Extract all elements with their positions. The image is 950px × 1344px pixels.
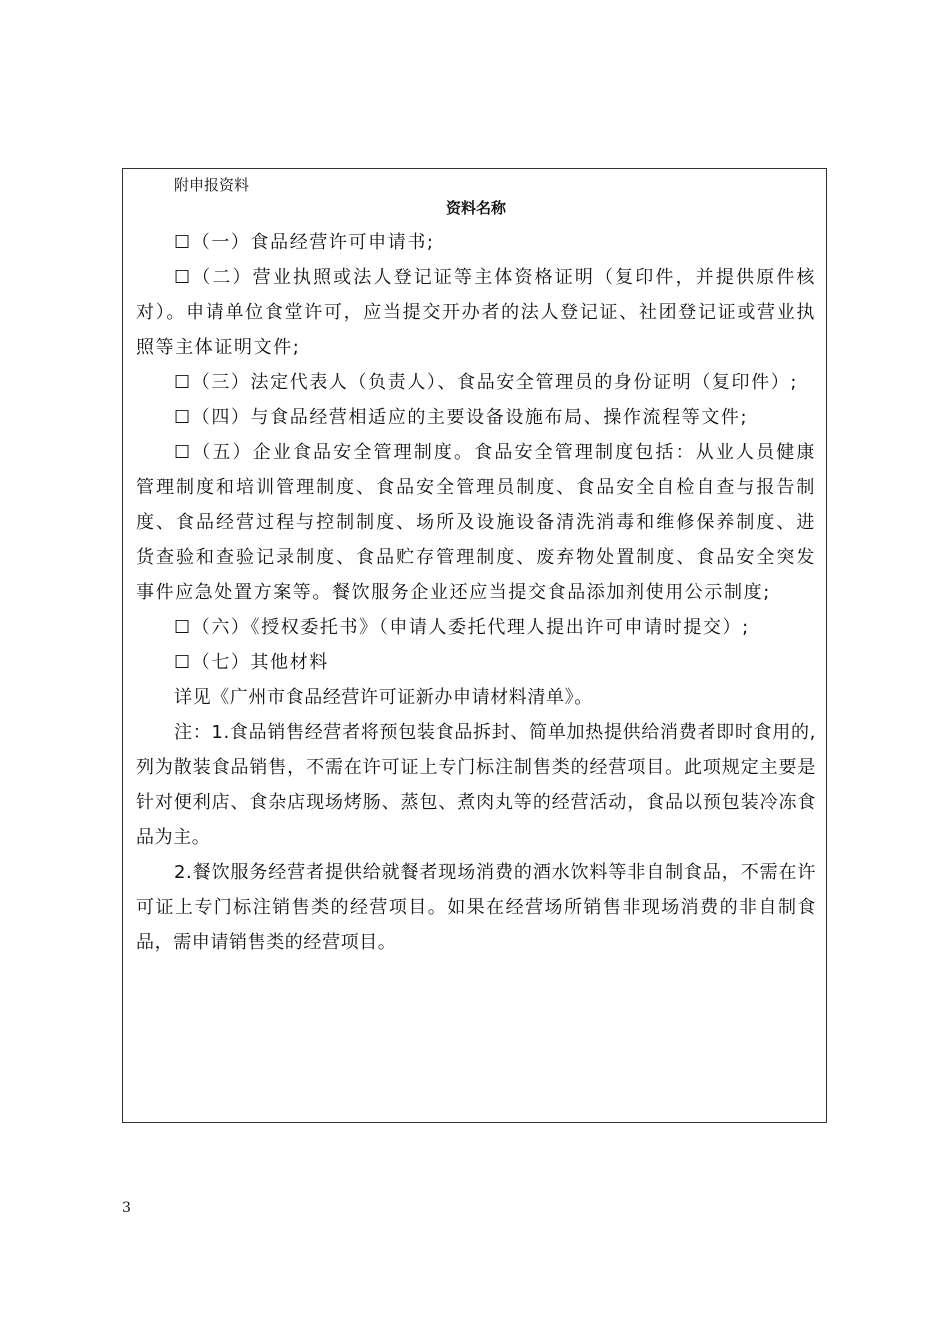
note-1: 注：1.食品销售经营者将预包装食品拆封、简单加热提供给消费者即时食用的,列为散装食品销售，不需在许可证上专门标注制售类的经营项目。此项规定主要是针对便利店、食杂店现场烤肠、蒸包、煮肉丸等的经营活动，食品以预包装冷冻食品为主。	[136, 722, 816, 848]
material-item-5: ☐（五）企业食品安全管理制度。食品安全管理制度包括：从业人员健康管理制度和培训管理制度、食品安全管理员制度、食品安全自检自查与报告制度、食品经营过程与控制制度、场所及设施设备清洗消毒和维修保养制度、进货查验和查验记录制度、食品贮存管理制度、废弃物处置制度、食品安全突发事件应急处置方案等。餐饮服务企业还应当提交食品添加剂使用公示制度;	[136, 442, 816, 603]
material-item-6: ☐（六）《授权委托书》（申请人委托代理人提出许可申请时提交）;	[174, 617, 750, 638]
material-item-3: ☐（三）法定代表人（负责人）、食品安全管理员的身份证明（复印件）;	[174, 372, 798, 393]
materials-column-title: 资料名称	[445, 199, 506, 217]
material-item-4: ☐（四）与食品经营相适应的主要设备设施布局、操作流程等文件;	[174, 407, 749, 428]
application-materials-box	[122, 168, 827, 1123]
attachment-header: 附申报资料	[174, 176, 250, 194]
note-2: 2.餐饮服务经营者提供给就餐者现场消费的酒水饮料等非自制食品，不需在许可证上专门标注销售类的经营项目。如果在经营场所销售非现场消费的非自制食品，需申请销售类的经营项目。	[136, 862, 816, 953]
material-item-2: ☐（二）营业执照或法人登记证等主体资格证明（复印件，并提供原件核对）。申请单位食堂许可，应当提交开办者的法人登记证、社团登记证或营业执照等主体证明文件;	[136, 267, 816, 358]
material-item-1: ☐（一）食品经营许可申请书;	[174, 232, 435, 253]
page-number: 3	[122, 1200, 131, 1216]
material-item-7: ☐（七）其他材料	[174, 652, 329, 673]
detail-reference: 详见《广州市食品经营许可证新办申请材料清单》。	[174, 687, 593, 708]
